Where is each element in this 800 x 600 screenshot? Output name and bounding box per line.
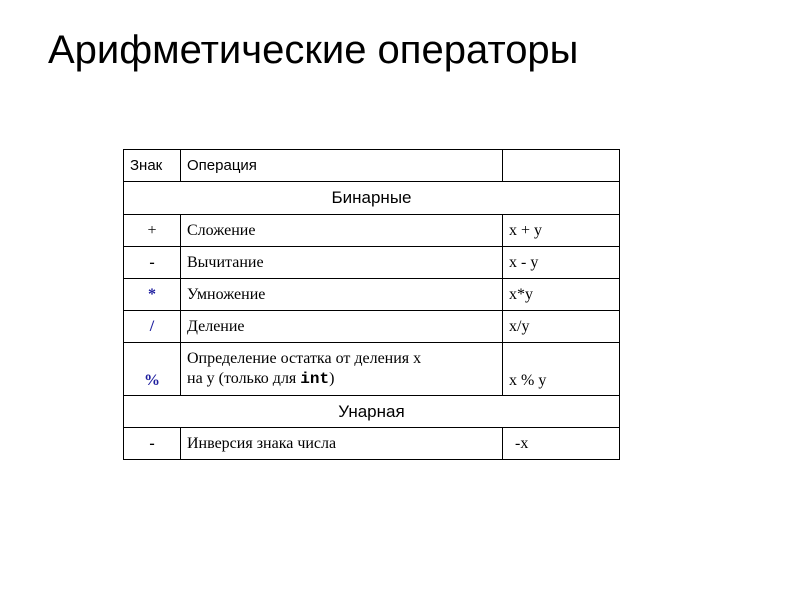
table-row [124,343,620,396]
header-example [503,150,620,182]
section-row-unary [124,396,620,428]
operation-line2-suffix: ) [329,370,335,387]
operation-cell [181,343,503,396]
section-label-binary: Бинарные [124,182,620,215]
table-row [124,428,620,460]
example-cell: x - y [503,247,620,279]
operation-line2-prefix: на y (только для [187,370,301,387]
example-cell: x + y [503,215,620,247]
sign-cell: - [124,247,181,279]
example-cell: x/y [503,311,620,343]
example-cell: x % y [503,343,620,396]
table-row [124,311,620,343]
section-row-binary [124,182,620,215]
operation-cell: Умножение [181,279,503,311]
operation-code: int [300,370,330,388]
table-row [124,247,620,279]
operation-line1: Определение остатка от деления x [187,350,422,367]
operation-cell: Сложение [181,215,503,247]
operation-cell: Инверсия знака числа [181,428,503,460]
slide-title: Арифметические операторы [48,28,579,72]
operation-cell: Деление [181,311,503,343]
example-cell: x*y [503,279,620,311]
table-row [124,279,620,311]
sign-cell: - [124,428,181,460]
section-label-unary: Унарная [124,396,620,428]
sign-cell: * [124,279,181,311]
sign-cell: / [124,311,181,343]
header-operation: Операция [181,150,503,182]
sign-cell: + [124,215,181,247]
operators-table [123,149,620,460]
example-cell: -x [503,428,620,460]
operation-cell: Вычитание [181,247,503,279]
header-sign: Знак [124,150,181,182]
table-header-row [124,150,620,182]
table-row [124,215,620,247]
sign-cell: % [124,343,181,396]
